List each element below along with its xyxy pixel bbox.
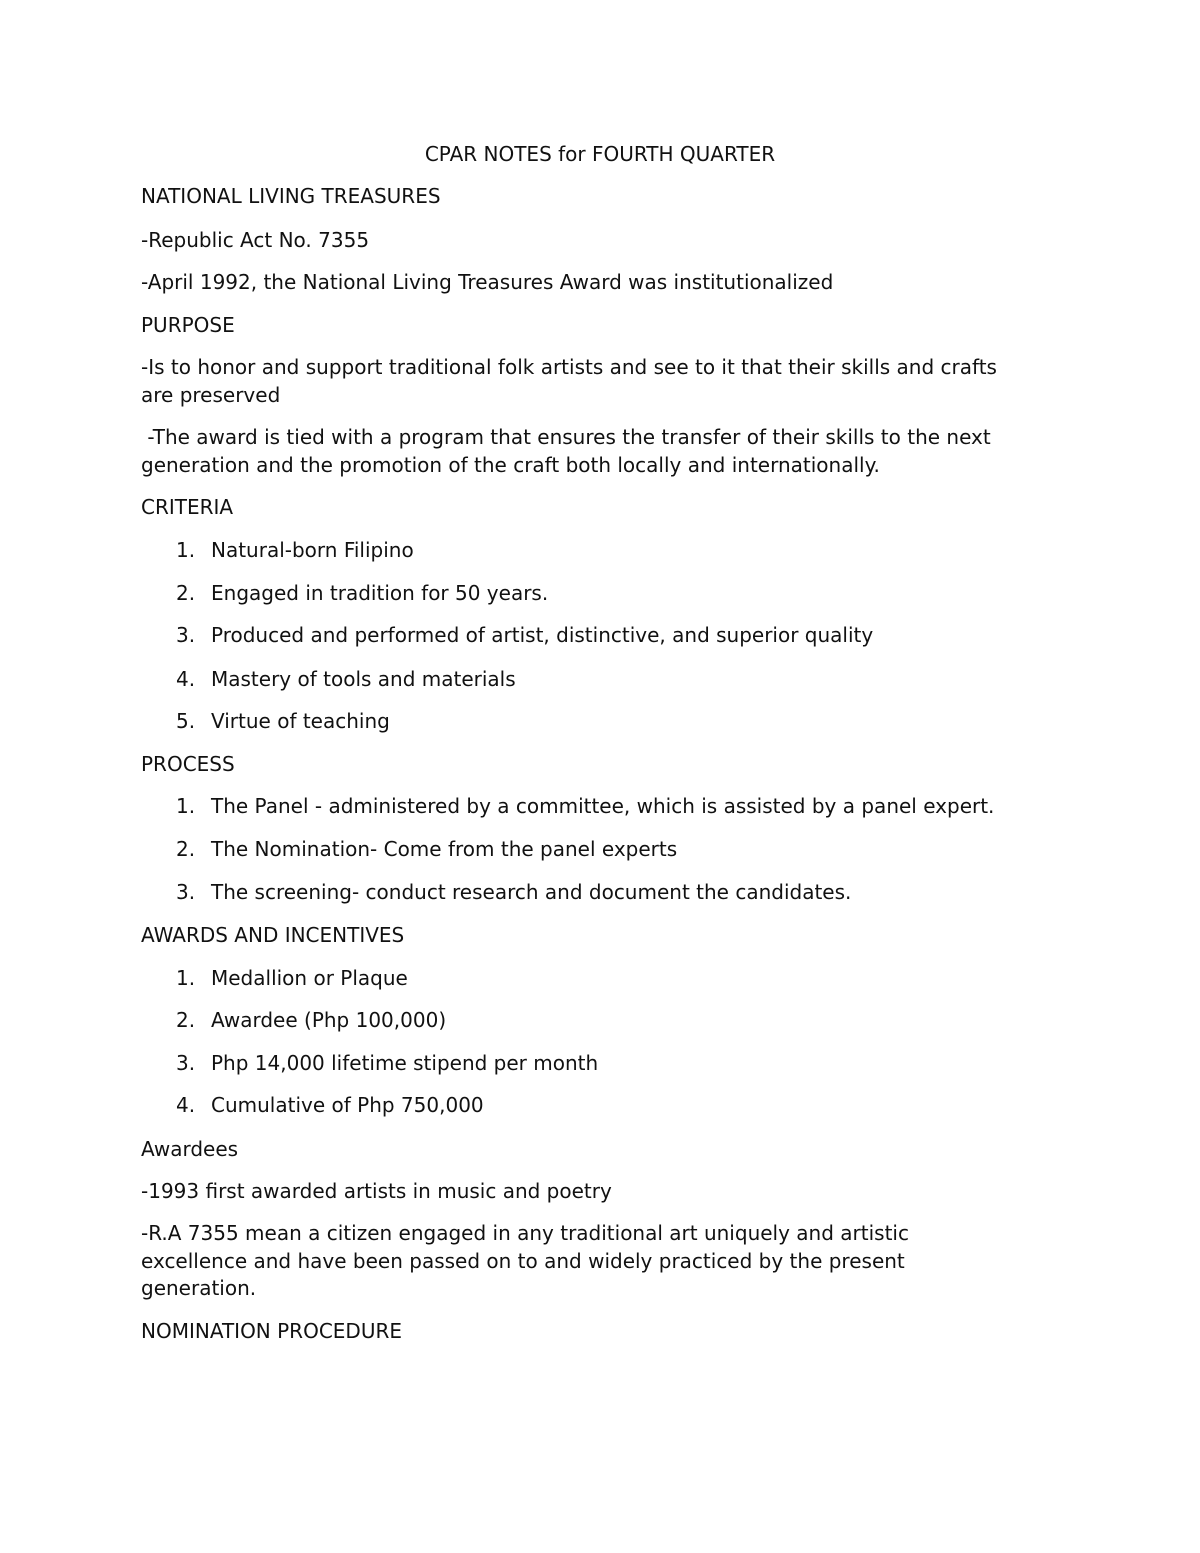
list-number: 4. bbox=[176, 667, 196, 691]
list-item: Natural-born Filipino bbox=[211, 538, 414, 562]
list-item: Php 14,000 lifetime stipend per month bbox=[211, 1051, 599, 1075]
nlt-line-2: -April 1992, the National Living Treasures Award was institutionalized bbox=[141, 270, 834, 294]
list-number: 3. bbox=[176, 1051, 196, 1075]
awardees-paragraph-1: -1993 first awarded artists in music and poetry bbox=[141, 1179, 612, 1203]
list-number: 1. bbox=[176, 794, 196, 818]
list-item: Awardee (Php 100,000) bbox=[211, 1008, 447, 1032]
list-number: 5. bbox=[176, 709, 196, 733]
list-item: Engaged in tradition for 50 years. bbox=[211, 581, 549, 605]
list-number: 3. bbox=[176, 880, 196, 904]
list-item: Cumulative of Php 750,000 bbox=[211, 1093, 484, 1117]
list-item: Mastery of tools and materials bbox=[211, 667, 516, 691]
section-heading-process: PROCESS bbox=[141, 752, 235, 776]
section-heading-awardees: Awardees bbox=[141, 1137, 239, 1161]
list-item: Medallion or Plaque bbox=[211, 966, 408, 990]
section-heading-criteria: CRITERIA bbox=[141, 495, 234, 519]
list-number: 2. bbox=[176, 1008, 196, 1032]
list-item: Produced and performed of artist, distinctive, and superior quality bbox=[211, 623, 874, 647]
list-number: 1. bbox=[176, 966, 196, 990]
awardees-paragraph-2: -R.A 7355 mean a citizen engaged in any traditional art uniquely and artistic excellence and have been passed on to and widely practiced by the present generation. bbox=[141, 1221, 909, 1300]
list-item: Virtue of teaching bbox=[211, 709, 390, 733]
section-heading-nomination: NOMINATION PROCEDURE bbox=[141, 1319, 402, 1343]
list-number: 2. bbox=[176, 581, 196, 605]
list-number: 2. bbox=[176, 837, 196, 861]
purpose-paragraph-2: -The award is tied with a program that ensures the transfer of their skills to the next generation and the promotion of the craft both locally and internationally. bbox=[141, 425, 998, 477]
list-item: The Nomination- Come from the panel experts bbox=[211, 837, 678, 861]
nlt-line-1: -Republic Act No. 7355 bbox=[141, 228, 370, 252]
section-heading-purpose: PURPOSE bbox=[141, 313, 235, 337]
document-title: CPAR NOTES for FOURTH QUARTER bbox=[424, 142, 776, 166]
list-number: 4. bbox=[176, 1093, 196, 1117]
purpose-paragraph-1: -Is to honor and support traditional folk artists and see to it that their skills and crafts are preserved bbox=[141, 355, 997, 407]
list-number: 1. bbox=[176, 538, 196, 562]
list-item: The screening- conduct research and document the candidates. bbox=[211, 880, 852, 904]
section-heading-awards: AWARDS AND INCENTIVES bbox=[141, 923, 405, 947]
list-number: 3. bbox=[176, 623, 196, 647]
section-heading-nlt: NATIONAL LIVING TREASURES bbox=[141, 184, 441, 208]
list-item: The Panel - administered by a committee, which is assisted by a panel expert. bbox=[211, 794, 995, 818]
